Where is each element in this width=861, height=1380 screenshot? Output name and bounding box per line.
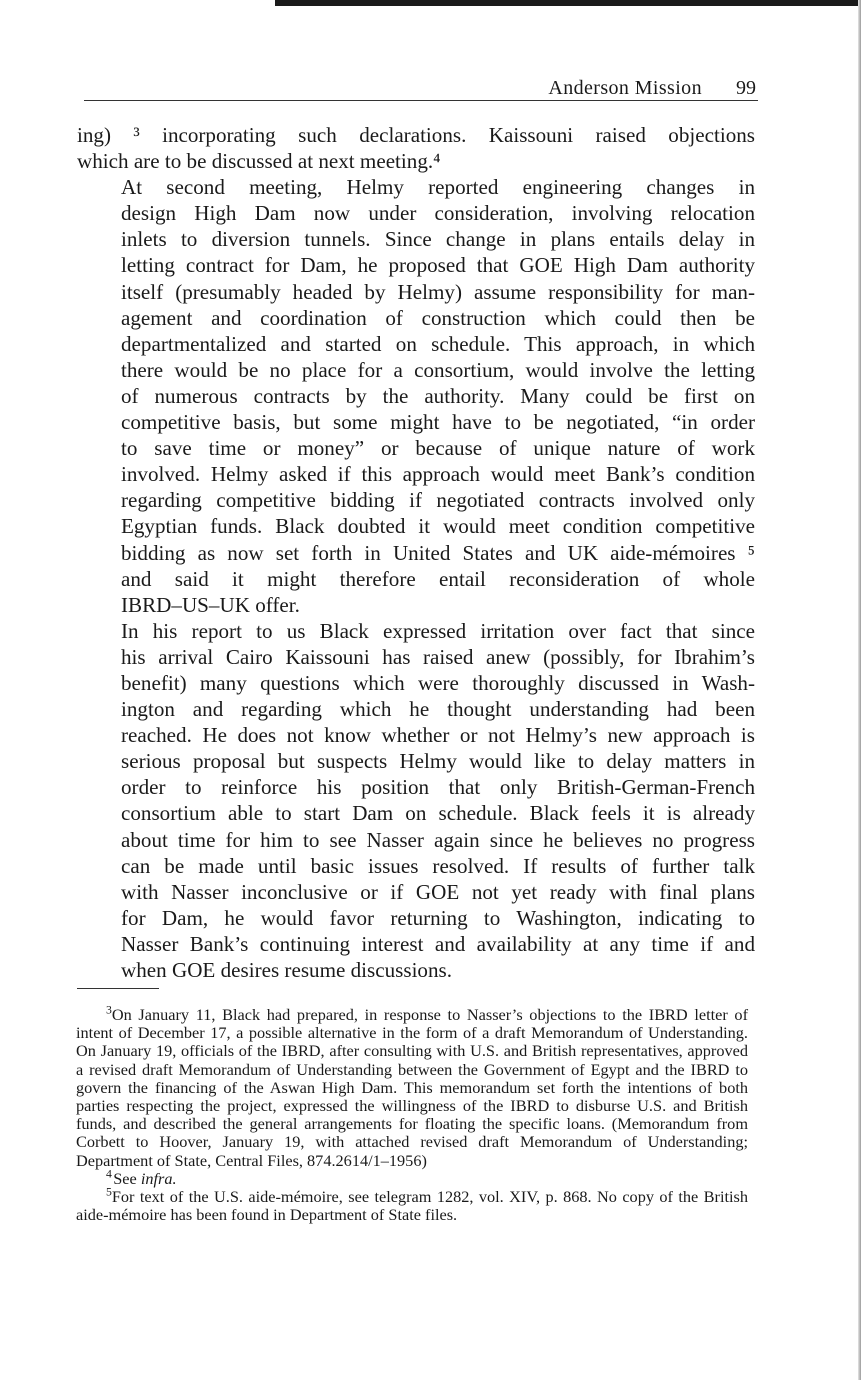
paragraph-3 [77,618,755,983]
text-line: agement and coordination of construction which could then be [121,305,755,330]
text-line: Egyptian funds. Black doubted it would meet condition competitive [121,514,755,539]
footnotes [76,1003,748,1225]
text-line: to save time or money” or because of unique nature of work [121,436,755,461]
text-line: involved. Helmy asked if this approach would meet Bank’s condition [121,462,755,487]
footnote-3 [76,1003,748,1170]
text-line: ing) ³ incorporating such declarations. Kaissouni raised objections [77,123,755,147]
body-text [77,122,755,983]
paragraph-1 [77,122,755,174]
text-line: bidding as now set forth in United States and UK aide-mémoires ⁵ [121,540,755,565]
text-line: itself (presumably headed by Helmy) assume responsibility for man- [121,279,755,304]
text-line: his arrival Cairo Kaissouni has raised anew (possibly, for Ibrahim’s [121,644,755,669]
text-line: which are to be discussed at next meeting.⁴ [77,149,441,174]
text-line: consortium able to start Dam on schedule. Black feels it is already [121,801,755,826]
text-line: about time for him to see Nasser again since he believes no progress [121,827,755,852]
text-line: reached. He does not know whether or not Helmy’s new approach is [121,723,755,748]
text-line: Nasser Bank’s continuing interest and availability at any time if and [121,931,755,956]
text-line: At second meeting, Helmy reported engineering changes in [121,175,755,200]
text-line: and said it might therefore entail reconsideration of whole [121,566,755,591]
text-line: letting contract for Dam, he proposed that GOE High Dam authority [121,253,755,278]
footnote-4 [76,1167,748,1188]
text-line: for Dam, he would favor returning to Washington, indicating to [121,905,755,930]
text-line: when GOE desires resume discussions. [121,958,453,982]
text-line: IBRD–US–UK offer. [121,592,300,617]
footnote-3-text: On January 11, Black had prepared, in response to Nasser’s objections to the IBRD letter of intent of December 17, a possible alternative in the form of a draft Memorandum of Understanding. On January 19, officials of the IBRD, after consulting with U.S. and British representatives, approved a revised draft Memorandum of Understanding between the Government of Egypt and the IBRD to govern the financing of the Aswan High Dam. This memorandum set forth the intentions of both parties respecting the project, expressed the willingness of the IBRD to disburse U.S. and British funds, and described the general arrangements for floating the specific loans. (Memorandum from Corbett to Hoover, January 19, with attached revised draft Memorandum of Understanding; Department of State, Central Files, 874.2614/1–1956) [76,1005,748,1170]
text-line: inlets to diversion tunnels. Since change in plans entails delay in [121,227,755,252]
running-head [84,76,758,101]
footnote-rule [77,988,159,989]
page-number: 99 [736,77,756,99]
footnote-4-italic: infra. [140,1168,177,1188]
text-line: order to reinforce his position that only British-German-French [121,775,755,800]
text-line: departmentalized and started on schedule. This approach, in which [121,331,755,356]
text-line: competitive basis, but some might have to be negotiated, “in order [121,410,755,435]
text-line: with Nasser inconclusive or if GOE not yet ready with final plans [121,879,755,904]
footnote-4-marker: 4 [106,1167,112,1181]
footnote-5 [76,1185,748,1225]
text-line: benefit) many questions which were thoroughly discussed in Wash- [121,670,755,695]
footnote-3-marker: 3 [106,1003,112,1017]
text-line: ington and regarding which he thought understanding had been [121,697,755,722]
text-line: there would be no place for a consortium, would involve the letting [121,357,755,382]
text-line: regarding competitive bidding if negotiated contracts involved only [121,488,755,513]
running-title: Anderson Mission [548,77,702,99]
page-top-edge [275,0,861,6]
text-line: can be made until basic issues resolved. If results of further talk [121,853,755,878]
text-line: serious proposal but suspects Helmy would like to delay matters in [121,749,755,774]
text-line: In his report to us Black expressed irritation over fact that since [121,618,755,643]
text-line: of numerous contracts by the authority. Many could be first on [121,383,755,408]
paragraph-2 [77,174,755,618]
footnote-5-marker: 5 [106,1185,112,1199]
footnote-4-prefix: See [113,1168,137,1188]
text-line: design High Dam now under consideration, involving relocation [121,201,755,226]
footnote-5-text: For text of the U.S. aide-mémoire, see telegram 1282, vol. XIV, p. 868. No copy of the British aide-mémoire has been found in Department of State files. [76,1187,748,1225]
